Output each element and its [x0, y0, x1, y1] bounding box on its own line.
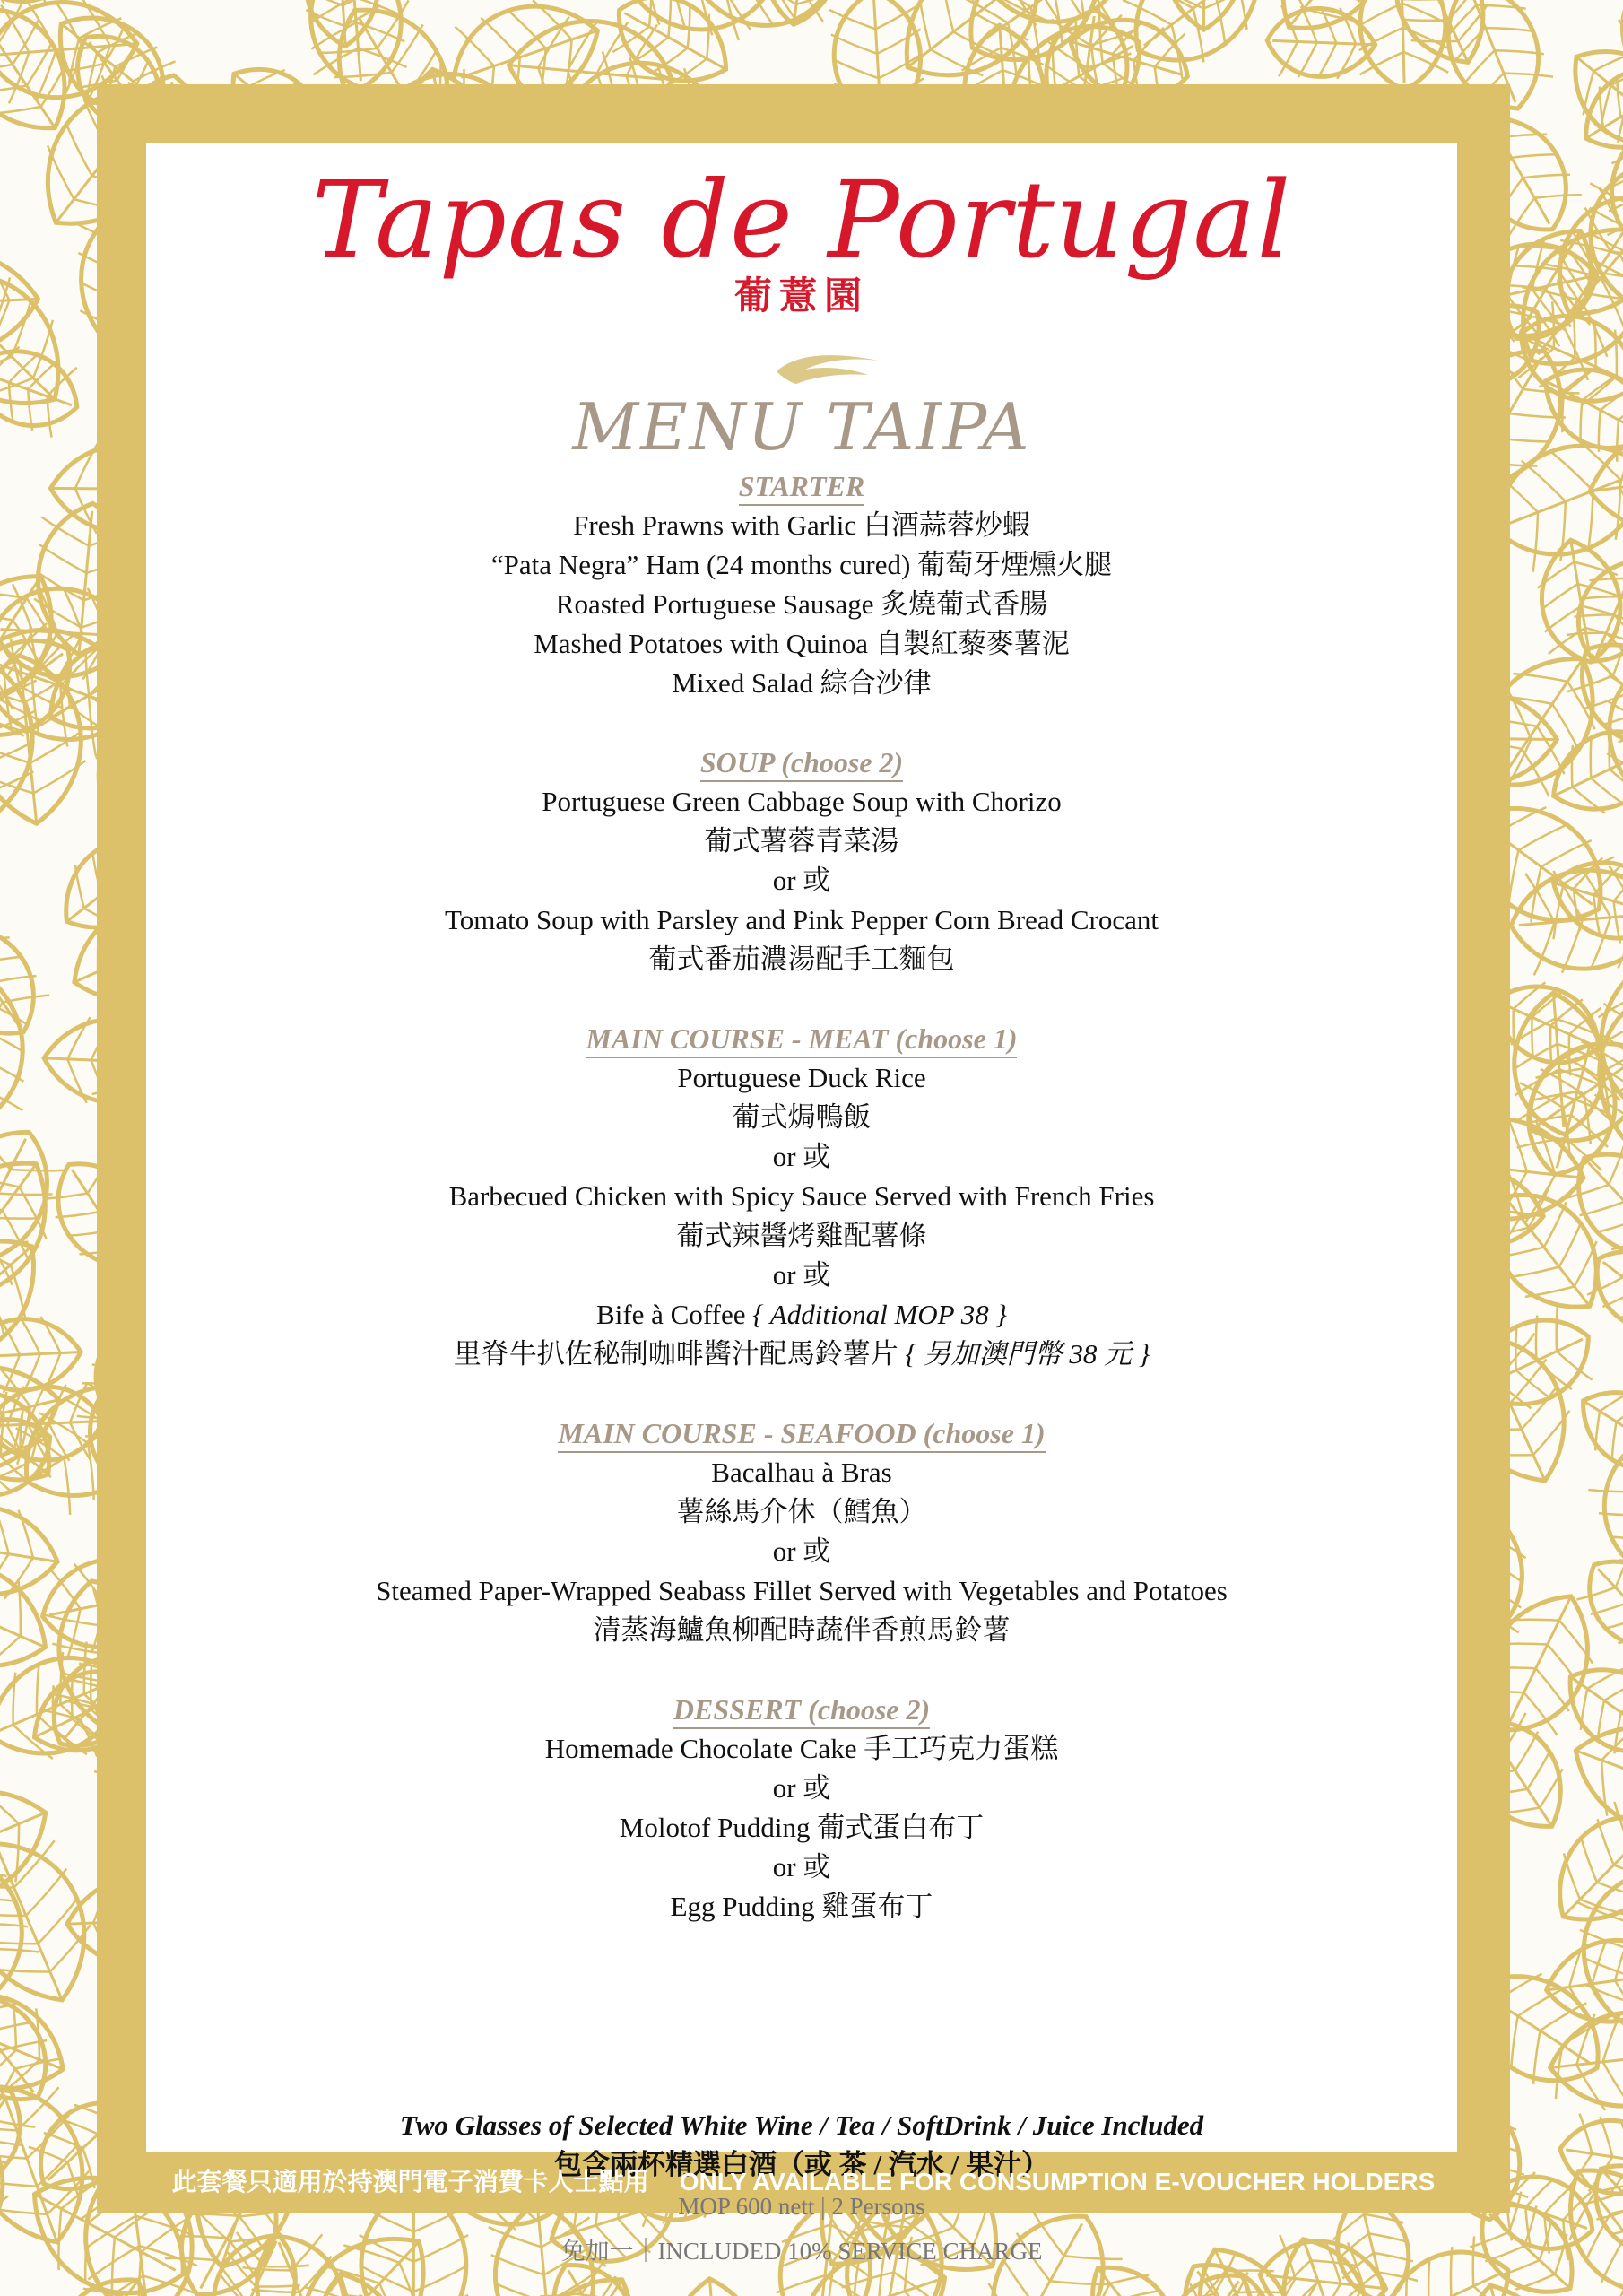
voucher-notice-cn: 此套餐只適用於持澳門電子消費卡人士點用: [171, 2168, 649, 2196]
section-main-seafood: [146, 1415, 1457, 1650]
menu-item: Roasted Portuguese Sausage 炙燒葡式香腸: [555, 588, 1048, 620]
section-starter: [146, 468, 1457, 703]
menu-item-bife-cn: [146, 1335, 1457, 1374]
menu-item: Egg Pudding 雞蛋布丁: [670, 1891, 933, 1922]
section-heading: MAIN COURSE - SEAFOOD (choose 1): [558, 1415, 1045, 1453]
menu-item: or 或: [772, 1141, 831, 1172]
voucher-notice-en: ONLY AVAILABLE FOR CONSUMPTION E-VOUCHER HOLDERS: [679, 2168, 1436, 2196]
menu-item: or 或: [772, 865, 831, 896]
section-heading: SOUP (choose 2): [700, 744, 903, 782]
swirl-ornament-icon: [769, 348, 886, 389]
menu-item: Mixed Salad 綜合沙律: [672, 667, 932, 699]
menu-sections: [146, 468, 1457, 1968]
menu-item: Bacalhau à Bras: [711, 1457, 892, 1488]
menu-item: or 或: [772, 1851, 831, 1883]
section-main-meat: [146, 1021, 1457, 1374]
menu-title: MENU TAIPA: [572, 389, 1031, 465]
menu-item: 葡式薯蓉青菜湯: [704, 825, 899, 857]
menu-item: Portuguese Duck Rice: [677, 1062, 926, 1093]
section-heading: DESSERT (choose 2): [673, 1692, 930, 1729]
menu-item: 葡式番茄濃湯配手工麵包: [648, 944, 955, 975]
section-heading: STARTER: [739, 468, 865, 506]
bife-cn-name: 里脊牛扒佐秘制咖啡醬汁配馬鈴薯片: [453, 1338, 898, 1370]
menu-item: or 或: [772, 1772, 831, 1804]
menu-item: Barbecued Chicken with Spicy Sauce Served with French Fries: [448, 1180, 1155, 1212]
menu-item: Portuguese Green Cabbage Soup with Chorizo: [542, 786, 1062, 817]
menu-item: or 或: [772, 1535, 831, 1567]
bife-name: Bife à Coffee: [596, 1299, 746, 1330]
set-price: MOP 600 nett | 2 Persons: [678, 2193, 925, 2220]
voucher-notice: [97, 2160, 1510, 2205]
bife-cn-additional-price: { 另加澳門幣 38 元 }: [905, 1338, 1150, 1370]
drinks-included-cn: 包含兩杯精選白酒（或 茶 / 汽水 / 果汁）: [554, 2149, 1049, 2180]
menu-item: Tomato Soup with Parsley and Pink Pepper Corn Bread Crocant: [445, 904, 1159, 935]
section-heading: MAIN COURSE - MEAT (choose 1): [586, 1021, 1018, 1058]
menu-item: Fresh Prawns with Garlic 白酒蒜蓉炒蝦: [573, 509, 1030, 541]
section-soup: [146, 744, 1457, 979]
menu-item: Homemade Chocolate Cake 手工巧克力蛋糕: [544, 1733, 1059, 1764]
section-dessert: [146, 1692, 1457, 1926]
menu-item: “Pata Negra” Ham (24 months cured) 葡萄牙煙燻火腿: [490, 549, 1113, 580]
menu-item: Steamed Paper-Wrapped Seabass Fillet Served with Vegetables and Potatoes: [376, 1575, 1228, 1606]
menu-item: 清蒸海鱸魚柳配時蔬伴香煎馬鈴薯: [593, 1614, 1011, 1646]
service-charge-note: 免加一｜INCLUDED 10% SERVICE CHARGE: [560, 2238, 1043, 2265]
menu-item: 葡式焗鴨飯: [732, 1101, 872, 1133]
menu-item: 薯絲馬介休（鱈魚）: [676, 1496, 927, 1527]
bife-additional-price: { Additional MOP 38 }: [752, 1299, 1007, 1330]
menu-item: Mashed Potatoes with Quinoa 自製紅藜麥薯泥: [534, 628, 1070, 659]
menu-item: or 或: [772, 1259, 831, 1291]
brand-logo: Tapas de Portugal: [311, 158, 1292, 282]
menu-item-bife: [146, 1295, 1457, 1335]
drinks-included: Two Glasses of Selected White Wine / Tea / SoftDrink / Juice Included: [399, 2109, 1204, 2141]
brand-chinese-name: 葡薏園: [733, 274, 869, 317]
menu-item: 葡式辣醬烤雞配薯條: [676, 1220, 927, 1251]
menu-item: Molotof Pudding 葡式蛋白布丁: [619, 1812, 985, 1843]
